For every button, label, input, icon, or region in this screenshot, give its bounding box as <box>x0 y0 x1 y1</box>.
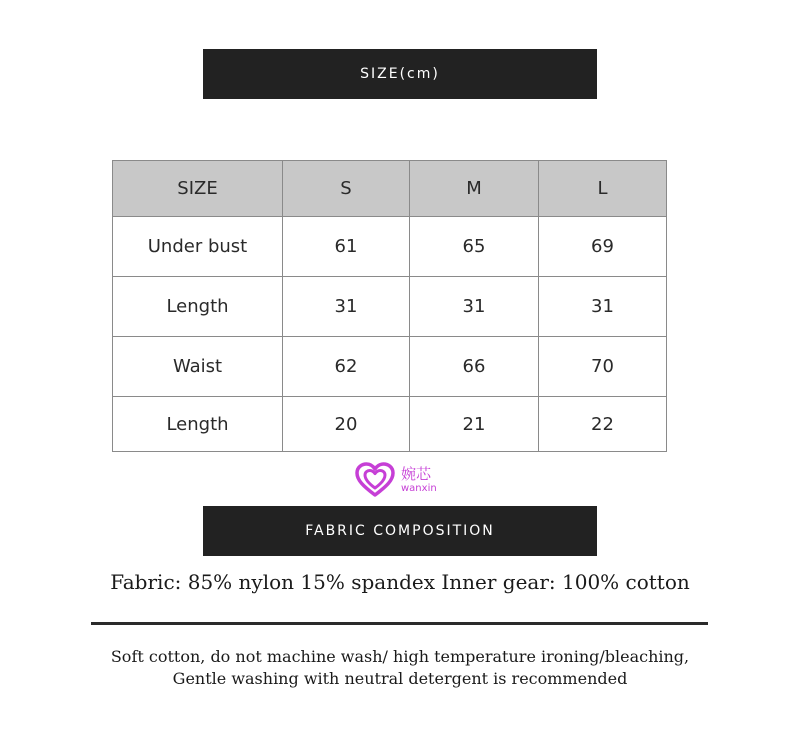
table-cell: 70 <box>539 337 667 397</box>
row-label: Length <box>113 397 283 452</box>
table-row <box>113 277 667 337</box>
fabric-banner <box>203 506 597 556</box>
header-s: S <box>283 161 410 217</box>
table-cell: 61 <box>283 217 410 277</box>
row-label: Waist <box>113 337 283 397</box>
table-cell: 22 <box>539 397 667 452</box>
care-instructions <box>0 646 800 690</box>
table-cell: 21 <box>410 397 539 452</box>
divider <box>91 622 708 625</box>
logo-chinese-text: 婉芯 <box>401 464 432 483</box>
table-cell: 31 <box>410 277 539 337</box>
fabric-composition-text: Fabric: 85% nylon 15% spandex Inner gear: 100% cotton <box>110 570 690 594</box>
header-size: SIZE <box>113 161 283 217</box>
table-cell: 20 <box>283 397 410 452</box>
table-row <box>113 337 667 397</box>
care-line-2: Gentle washing with neutral detergent is recommended <box>172 669 628 688</box>
table-cell: 31 <box>283 277 410 337</box>
size-banner-title: SIZE(cm) <box>360 66 440 82</box>
header-m: M <box>410 161 539 217</box>
table-row <box>113 217 667 277</box>
table-header-row <box>113 161 667 217</box>
size-table <box>112 160 667 452</box>
heart-logo-icon <box>355 462 395 498</box>
fabric-banner-title: FABRIC COMPOSITION <box>305 523 495 539</box>
table-cell: 31 <box>539 277 667 337</box>
row-label: Under bust <box>113 217 283 277</box>
table-cell: 65 <box>410 217 539 277</box>
care-line-1: Soft cotton, do not machine wash/ high temperature ironing/bleaching, <box>110 647 690 666</box>
table-cell: 66 <box>410 337 539 397</box>
table-cell: 69 <box>539 217 667 277</box>
row-label: Length <box>113 277 283 337</box>
size-banner <box>203 49 597 99</box>
table-cell: 62 <box>283 337 410 397</box>
brand-logo <box>355 460 455 500</box>
table-row <box>113 397 667 452</box>
header-l: L <box>539 161 667 217</box>
logo-english-text: wanxin <box>401 482 437 494</box>
